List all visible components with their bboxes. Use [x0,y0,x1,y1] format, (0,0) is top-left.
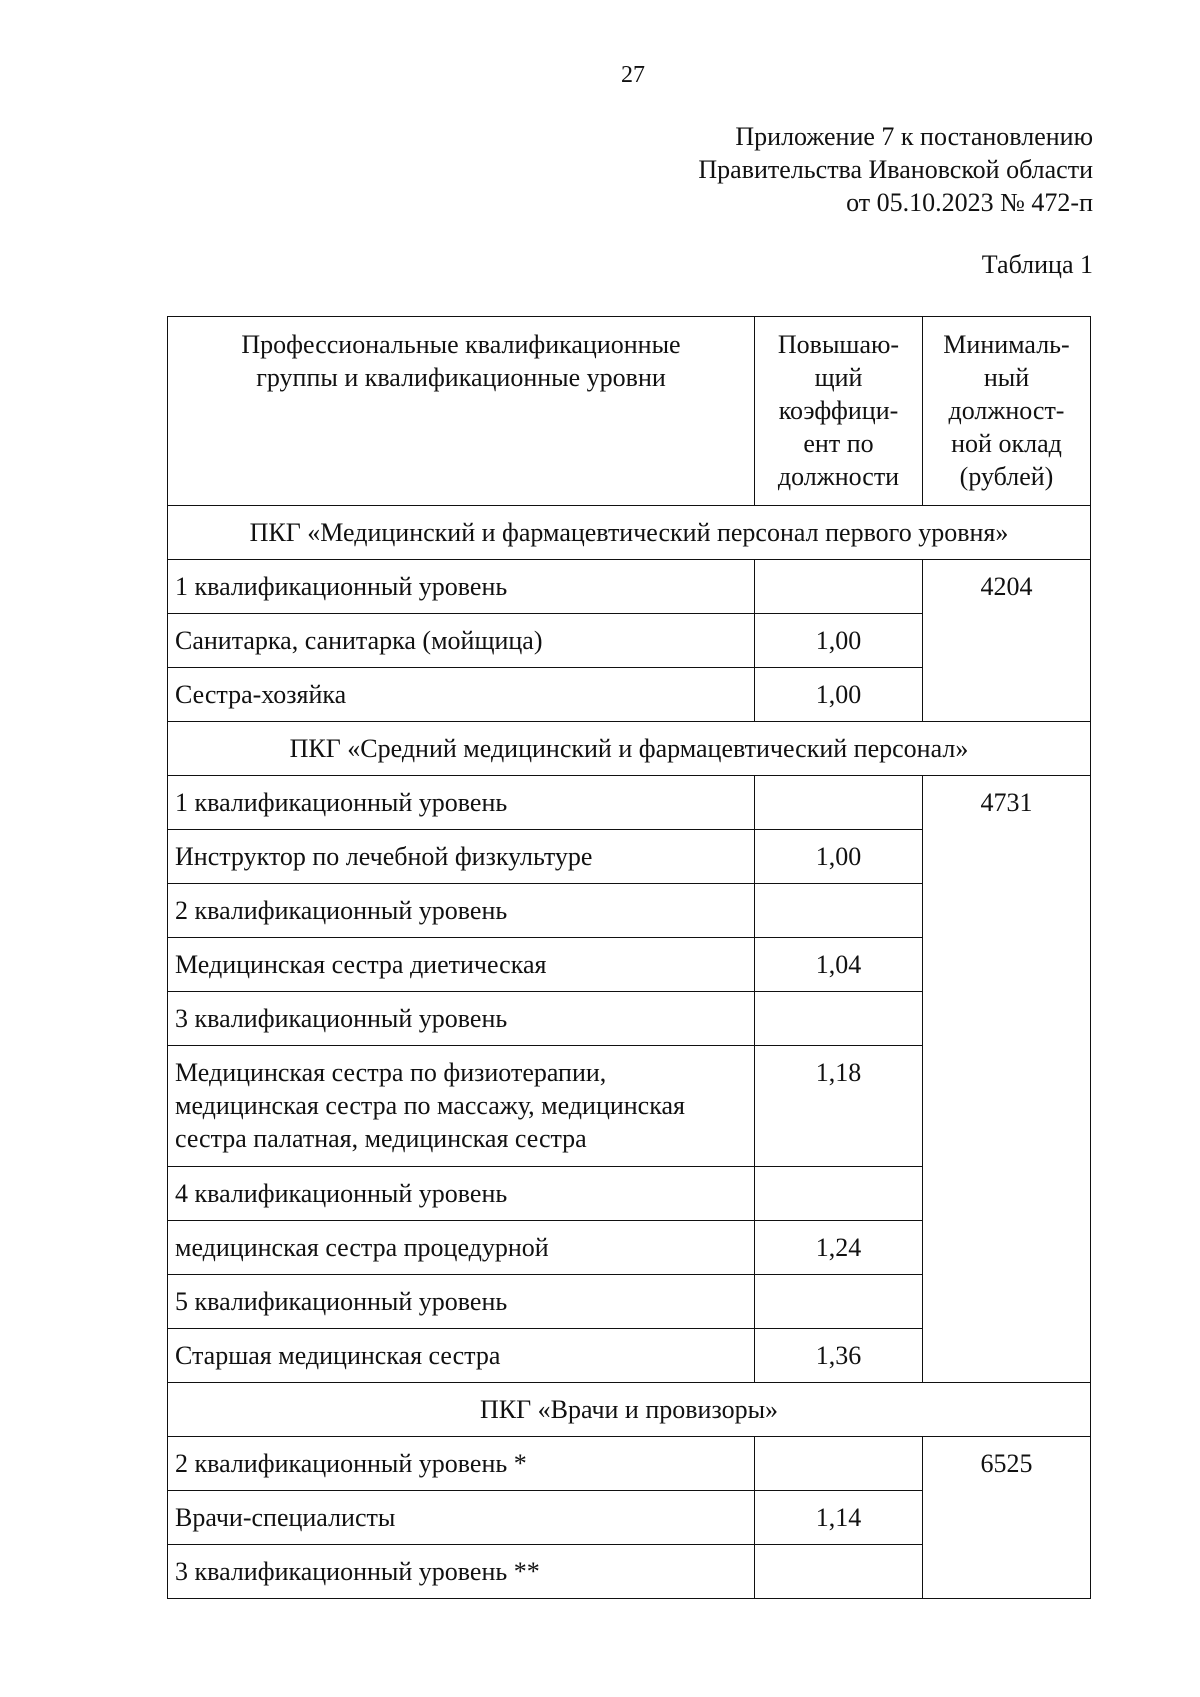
row-coefficient [755,884,923,938]
header-qualification-groups: Профессиональные квалификационные группы и квалификационные уровни [168,317,755,506]
row-coefficient: 1,04 [755,938,923,992]
table-row [168,776,1091,830]
row-coefficient [755,1167,923,1221]
row-name: 4 квалификационный уровень [168,1167,755,1221]
header-coefficient: Повышаю- щий коэффици- ент по должности [755,317,923,506]
row-name-line: медицинская сестра по массажу, медицинская [175,1091,685,1120]
row-name: Санитарка, санитарка (мойщица) [168,614,755,668]
salary-table [167,316,1091,1599]
row-name: Инструктор по лечебной физкультуре [168,830,755,884]
row-name: 2 квалификационный уровень * [168,1437,755,1491]
row-name: 5 квалификационный уровень [168,1275,755,1329]
row-coefficient [755,992,923,1046]
row-coefficient [755,1545,923,1599]
group-title: ПКГ «Медицинский и фармацевтический персонал первого уровня» [168,506,1091,560]
group-title-row [168,1383,1091,1437]
row-name [168,1046,755,1167]
group-title-row [168,506,1091,560]
table-row [168,1437,1091,1491]
header-min-salary: Минималь- ный должност- ной оклад (рублей) [923,317,1091,506]
page-number: 27 [621,62,645,88]
row-name: 1 квалификационный уровень [168,560,755,614]
row-coefficient: 1,14 [755,1491,923,1545]
row-name: Врачи-специалисты [168,1491,755,1545]
row-coefficient: 1,24 [755,1221,923,1275]
row-name: 2 квалификационный уровень [168,884,755,938]
row-coefficient: 1,36 [755,1329,923,1383]
row-name: Сестра-хозяйка [168,668,755,722]
row-coefficient: 1,18 [755,1046,923,1167]
group-min-salary: 6525 [923,1437,1091,1599]
row-name: медицинская сестра процедурной [168,1221,755,1275]
table-label: Таблица 1 [981,250,1093,279]
row-coefficient [755,1275,923,1329]
group-title: ПКГ «Врачи и провизоры» [168,1383,1091,1437]
row-coefficient: 1,00 [755,614,923,668]
appendix-line: от 05.10.2023 № 472-п [846,188,1093,217]
row-coefficient [755,560,923,614]
row-name: 3 квалификационный уровень ** [168,1545,755,1599]
row-name: Старшая медицинская сестра [168,1329,755,1383]
group-min-salary: 4731 [923,776,1091,1383]
row-name: 3 квалификационный уровень [168,992,755,1046]
group-min-salary: 4204 [923,560,1091,722]
row-name-line: Медицинская сестра по физиотерапии, [175,1058,607,1087]
row-coefficient [755,1437,923,1491]
appendix-header [698,120,1093,219]
appendix-line: Правительства Ивановской области [698,155,1093,184]
row-name-line: сестра палатная, медицинская сестра [175,1124,587,1153]
row-coefficient: 1,00 [755,830,923,884]
row-name: 1 квалификационный уровень [168,776,755,830]
appendix-line: Приложение 7 к постановлению [735,122,1093,151]
row-name: Медицинская сестра диетическая [168,938,755,992]
table-header-row [168,317,1091,506]
row-coefficient: 1,00 [755,668,923,722]
group-title-row [168,722,1091,776]
table-row [168,560,1091,614]
row-coefficient [755,776,923,830]
group-title: ПКГ «Средний медицинский и фармацевтический персонал» [168,722,1091,776]
